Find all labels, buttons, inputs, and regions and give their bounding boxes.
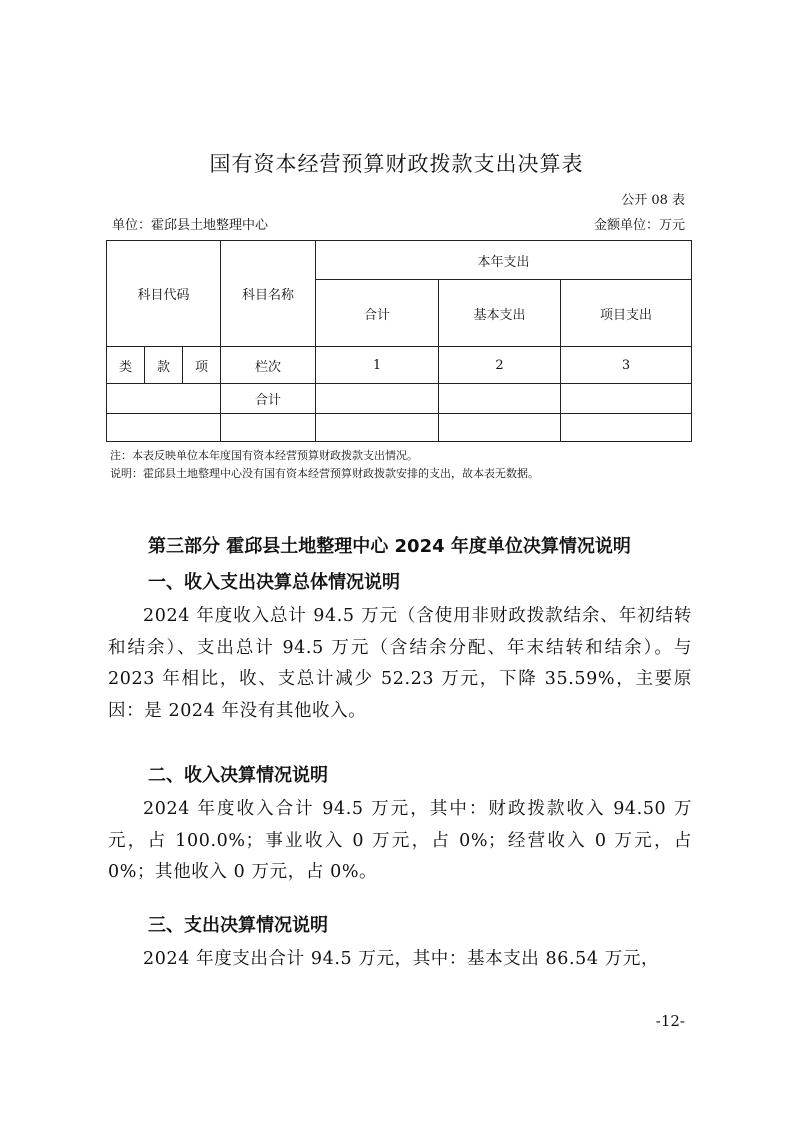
total-row-cell bbox=[316, 384, 439, 414]
header-project: 项目支出 bbox=[561, 280, 692, 347]
paragraph-2-text: 2024 年度收入合计 94.5 万元，其中：财政拨款收入 94.50 万元，占 100.0%；事业收入 0 万元，占 0%；经营收入 0 万元，占 0%；其他收入 0 万元，占 0%。 bbox=[108, 799, 692, 882]
header-year-expenditure: 本年支出 bbox=[316, 241, 692, 280]
table-title: 国有资本经营预算财政拨款支出决算表 bbox=[209, 152, 584, 176]
total-row-label: 合计 bbox=[221, 384, 316, 414]
section-heading-3: 三、支出决算情况说明 bbox=[148, 915, 328, 936]
total-row-cell bbox=[439, 384, 561, 414]
form-number: 公开 08 表 bbox=[621, 193, 685, 208]
empty-row-cell bbox=[561, 414, 692, 442]
sub-kuan: 款 bbox=[145, 347, 183, 384]
column-number-3: 3 bbox=[561, 347, 692, 384]
header-subject-code: 科目代码 bbox=[107, 241, 221, 347]
unit-label: 单位：霍邱县土地整理中心 bbox=[112, 218, 269, 233]
paragraph-3 bbox=[108, 944, 692, 976]
empty-row-cell bbox=[221, 414, 316, 442]
header-subject-name: 科目名称 bbox=[221, 241, 316, 347]
paragraph-1 bbox=[108, 601, 692, 727]
paragraph-1-text: 2024 年度收入总计 94.5 万元（含使用非财政拨款结余、年初结转和结余）、支出总计 94.5 万元（含结余分配、年末结转和结余）。与 2023 年相比，收、支总计减少 52.23 万元，下降 35.59%，主要原因：是 2024 年没有其他收入。 bbox=[108, 606, 692, 721]
row-lanci: 栏次 bbox=[221, 347, 316, 384]
paragraph-2 bbox=[108, 794, 692, 889]
expenditure-table bbox=[106, 240, 692, 442]
page-number: -12- bbox=[655, 1012, 685, 1030]
empty-row-cell bbox=[439, 414, 561, 442]
column-number-1: 1 bbox=[316, 347, 439, 384]
sub-xiang: 项 bbox=[183, 347, 221, 384]
header-total: 合计 bbox=[316, 280, 439, 347]
table-note: 注：本表反映单位本年度国有资本经营预算财政拨款支出情况。 bbox=[110, 449, 418, 462]
table-explanation: 说明：霍邱县土地整理中心没有国有资本经营预算财政拨款安排的支出，故本表无数据。 bbox=[110, 467, 539, 480]
money-unit-label: 金额单位：万元 bbox=[593, 218, 685, 233]
column-number-2: 2 bbox=[439, 347, 561, 384]
empty-row-cell bbox=[316, 414, 439, 442]
header-basic: 基本支出 bbox=[439, 280, 561, 347]
paragraph-3-text: 2024 年度支出合计 94.5 万元，其中：基本支出 86.54 万元， bbox=[143, 949, 660, 969]
total-row-code bbox=[107, 384, 221, 414]
part-heading: 第三部分 霍邱县土地整理中心 2024 年度单位决算情况说明 bbox=[148, 536, 631, 557]
total-row-cell bbox=[561, 384, 692, 414]
section-heading-1: 一、收入支出决算总体情况说明 bbox=[148, 572, 400, 593]
section-heading-2: 二、收入决算情况说明 bbox=[148, 765, 328, 786]
empty-row-cell bbox=[107, 414, 221, 442]
sub-lei: 类 bbox=[107, 347, 145, 384]
